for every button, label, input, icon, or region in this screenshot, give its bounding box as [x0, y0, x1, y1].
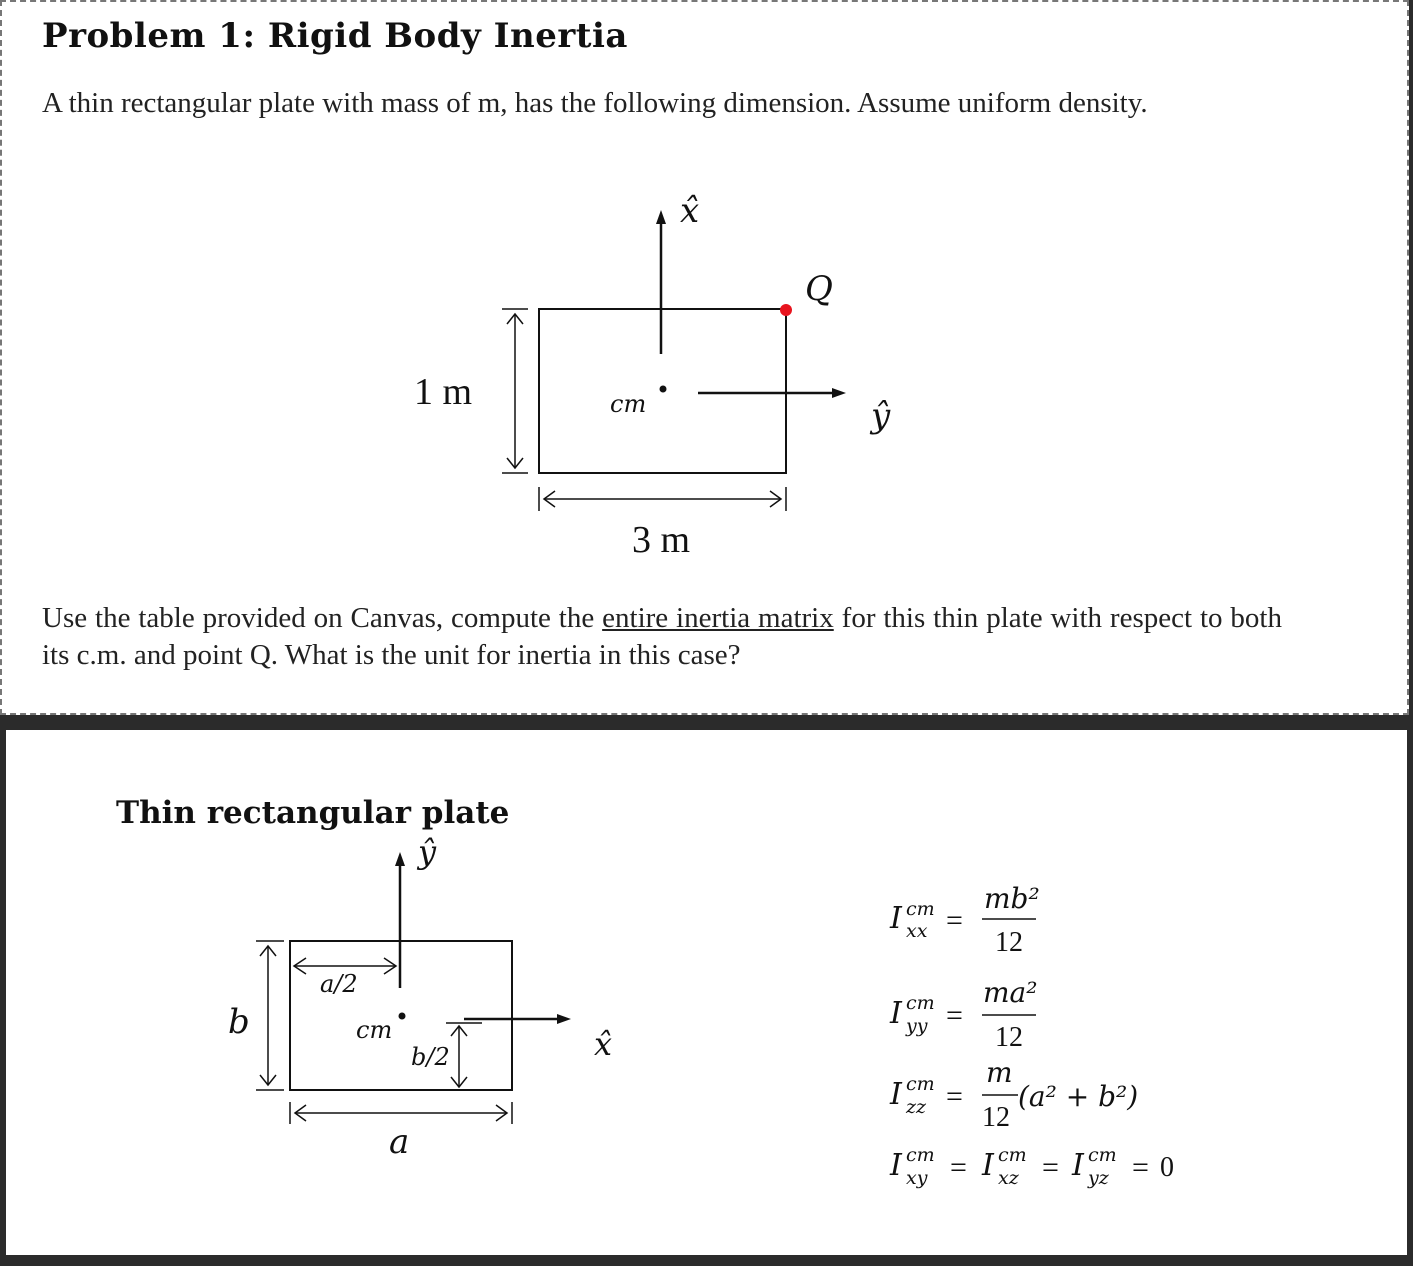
question-emphasis: entire inertia matrix [602, 602, 834, 634]
izz-sub: zz [906, 1096, 927, 1118]
a-label: a [389, 1122, 410, 1162]
prod-eq1: = [950, 1151, 967, 1184]
x-axis-arrowhead [656, 210, 666, 224]
ixx-num: mb² [984, 882, 1040, 915]
izz-lhs: I [890, 1077, 902, 1112]
y-axis-arrowhead [832, 388, 846, 398]
iyy-sub: yy [906, 1015, 928, 1037]
ixx-eq: = [946, 904, 963, 937]
prod-sub3: yz [1088, 1167, 1109, 1189]
ref-x-axis-label: x̂ [594, 1025, 613, 1063]
iyy-eq: = [946, 999, 963, 1032]
cm-dot [660, 386, 667, 393]
problem-question [42, 600, 1282, 674]
iyy-den: 12 [995, 1022, 1023, 1053]
b-label: b [228, 1002, 250, 1042]
prod-lhs1: I [890, 1148, 902, 1183]
width-label: 3 m [632, 519, 691, 561]
formula-products [889, 1144, 1174, 1189]
izz-num: m [986, 1056, 1013, 1089]
iyy-lhs: I [890, 996, 902, 1031]
reference-table-panel [6, 730, 1407, 1255]
ixx-sup: cm [906, 898, 935, 920]
izz-sup: cm [906, 1073, 935, 1095]
prod-eq2: = [1042, 1151, 1059, 1184]
prod-lhs2: I [982, 1148, 994, 1183]
formula-izz [889, 1056, 1138, 1133]
prod-sup3: cm [1088, 1144, 1117, 1166]
ixx-den: 12 [995, 927, 1023, 958]
ref-y-axis-arrowhead [395, 852, 405, 866]
formula-iyy [889, 976, 1037, 1053]
y-axis-label: ŷ [871, 396, 891, 436]
x-axis-label: x̂ [680, 191, 700, 231]
formula-ixx [889, 882, 1040, 958]
ref-x-axis-arrowhead [557, 1014, 571, 1024]
prod-value: 0 [1160, 1152, 1174, 1183]
ixx-lhs: I [890, 901, 902, 936]
half-b-label: b/2 [411, 1043, 450, 1071]
prod-sub2: xz [998, 1167, 1019, 1189]
iyy-sup: cm [906, 992, 935, 1014]
ref-cm-label: cm [356, 1016, 393, 1044]
ref-y-axis-label: ŷ [418, 833, 437, 871]
izz-tail: (a² + b²) [1018, 1080, 1139, 1113]
prod-sup2: cm [998, 1144, 1027, 1166]
question-part1: Use the table provided on Canvas, compute the [42, 602, 603, 634]
ixx-sub: xx [906, 920, 928, 942]
izz-eq: = [946, 1080, 963, 1113]
problem-intro: A thin rectangular plate with mass of m, has the following dimension. Assume uniform density. [42, 87, 1148, 119]
prod-eq3: = [1132, 1151, 1149, 1184]
problem-title: Problem 1: Rigid Body Inertia [42, 16, 628, 56]
half-a-label: a/2 [320, 970, 358, 998]
prod-sup1: cm [906, 1144, 935, 1166]
height-label: 1 m [414, 371, 473, 413]
prod-lhs3: I [1072, 1148, 1084, 1183]
izz-den: 12 [982, 1102, 1010, 1133]
iyy-num: ma² [983, 976, 1038, 1009]
ref-cm-dot [399, 1013, 406, 1020]
reference-diagram [6, 730, 1407, 1255]
reference-title: Thin rectangular plate [116, 795, 510, 831]
prod-sub1: xy [906, 1167, 928, 1189]
cm-label: cm [610, 390, 647, 418]
question-part2: for this thin plate with respect to both its c.m. and point Q. What is the unit for inertia in this case? [42, 602, 1282, 671]
point-q-dot [780, 304, 792, 316]
point-q-label: Q [805, 269, 833, 309]
